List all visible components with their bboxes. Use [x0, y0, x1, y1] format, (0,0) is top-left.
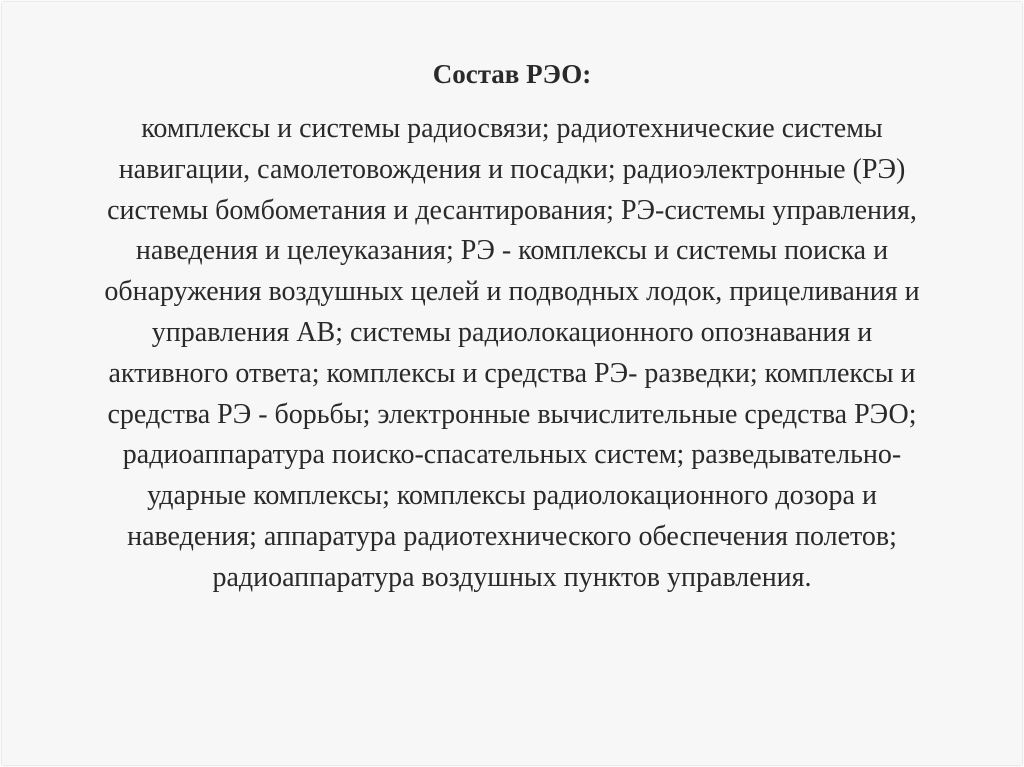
body-line: обнаружения воздушных целей и подводных лодок, прицеливания и [104, 276, 920, 308]
body-line: средства РЭ - борьбы; электронные вычислительные средства РЭО; [107, 398, 917, 430]
body-line: наведения и целеуказания; РЭ - комплексы и системы поиска и [135, 235, 889, 267]
body-line: системы бомбометания и десантирования; РЭ-системы управления, [107, 194, 917, 226]
slide [2, 2, 1022, 765]
body-line: активного ответа; комплексы и средства РЭ- разведки; комплексы и [108, 357, 916, 389]
body-line: комплексы и системы радиосвязи; радиотехнические системы [141, 113, 883, 144]
slide-body-text [2, 109, 1022, 599]
slide-title: Состав РЭО: [432, 59, 592, 89]
body-line: радиоаппаратура поиско-спасательных систем; разведывательно- [122, 439, 902, 471]
body-line: управления АВ; системы радиолокационного опознавания и [151, 316, 873, 348]
body-line: наведения; аппаратура радиотехнического обеспечения полетов; [127, 520, 897, 552]
body-line: радиоаппаратура воздушных пунктов управления. [212, 561, 812, 593]
body-line: навигации, самолетовождения и посадки; радиоэлектронные (РЭ) [118, 153, 906, 185]
body-line: ударные комплексы; комплексы радиолокационного дозора и [147, 480, 877, 512]
